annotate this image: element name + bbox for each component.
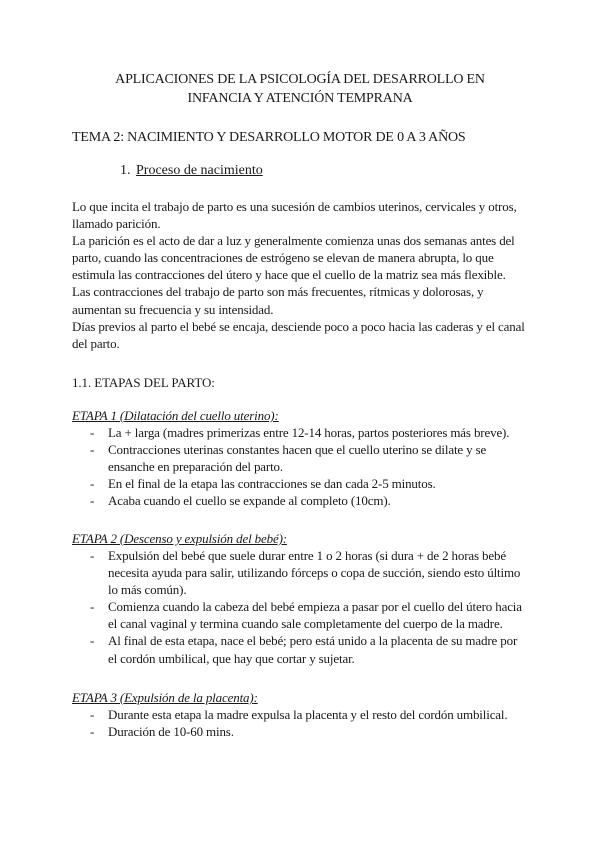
stage-2	[72, 530, 527, 667]
stage-item-list	[72, 706, 527, 740]
section-title: Proceso de nacimiento	[136, 163, 263, 178]
section-heading	[120, 163, 263, 179]
section-number: 1.	[120, 163, 131, 178]
stage-item-list	[72, 547, 527, 667]
title-line-2: INFANCIA Y ATENCIÓN TEMPRANA	[187, 91, 413, 106]
subsection-heading: 1.1. ETAPAS DEL PARTO:	[72, 375, 215, 390]
intro-paragraph: Días previos al parto el bebé se encaja, desciende poco a poco hacia las caderas y el canal del parto.	[72, 318, 525, 351]
tema-heading: TEMA 2: NACIMIENTO Y DESARROLLO MOTOR DE 0 A 3 AÑOS	[72, 130, 466, 145]
list-item: - La + larga (madres primerizas entre 12-14 horas, partos posteriores más breve).	[72, 424, 527, 441]
title-line-1: APLICACIONES DE LA PSICOLOGÍA DEL DESARROLLO EN	[115, 72, 485, 87]
list-item: - Al final de esta etapa, nace el bebé; pero está unido a la placenta de su madre por el cordón umbilical, que hay que cortar y sujetar.	[72, 632, 527, 666]
intro-paragraph: Las contracciones del trabajo de parto son más frecuentes, rítmicas y dolorosas, y aumentan su frecuencia y su intensidad.	[72, 284, 484, 317]
list-item: - Contracciones uterinas constantes hacen que el cuello uterino se dilate y se ensanche en preparación del parto.	[72, 441, 527, 475]
list-item: - En el final de la etapa las contracciones se dan cada 2-5 minutos.	[72, 475, 527, 492]
list-item: - Expulsión del bebé que suele durar entre 1 o 2 horas (si dura + de 2 horas bebé necesita ayuda para salir, utilizando fórceps o copa de succión, siendo esto último lo más común).	[72, 547, 527, 598]
list-item: - Duración de 10-60 mins.	[72, 723, 527, 740]
stage-3	[72, 689, 527, 740]
stage-title: ETAPA 2 (Descenso y expulsión del bebé):	[72, 531, 287, 546]
list-item: - Acaba cuando el cuello se expande al completo (10cm).	[72, 492, 527, 509]
stage-title: ETAPA 3 (Expulsión de la placenta):	[72, 690, 258, 705]
document-title	[60, 70, 540, 108]
intro-text	[72, 198, 527, 352]
stage-item-list	[72, 424, 527, 509]
stage-1	[72, 407, 527, 509]
list-item: - Comienza cuando la cabeza del bebé empieza a pasar por el cuello del útero hacia el canal vaginal y termina cuando sale completamente del cuerpo de la madre.	[72, 598, 527, 632]
intro-paragraph: Lo que incita el trabajo de parto es una sucesión de cambios uterinos, cervicales y otros, llamado parición.	[72, 199, 517, 232]
stage-title: ETAPA 1 (Dilatación del cuello uterino):	[72, 408, 279, 423]
intro-paragraph: La parición es el acto de dar a luz y generalmente comienza unas dos semanas antes del parto, cuando las concentraciones de estrógeno se elevan de manera abrupta, lo que estimula las contracciones del útero y hace que el cuello de la matriz sea más flexible.	[72, 233, 515, 283]
list-item: - Durante esta etapa la madre expulsa la placenta y el resto del cordón umbilical.	[72, 706, 527, 723]
